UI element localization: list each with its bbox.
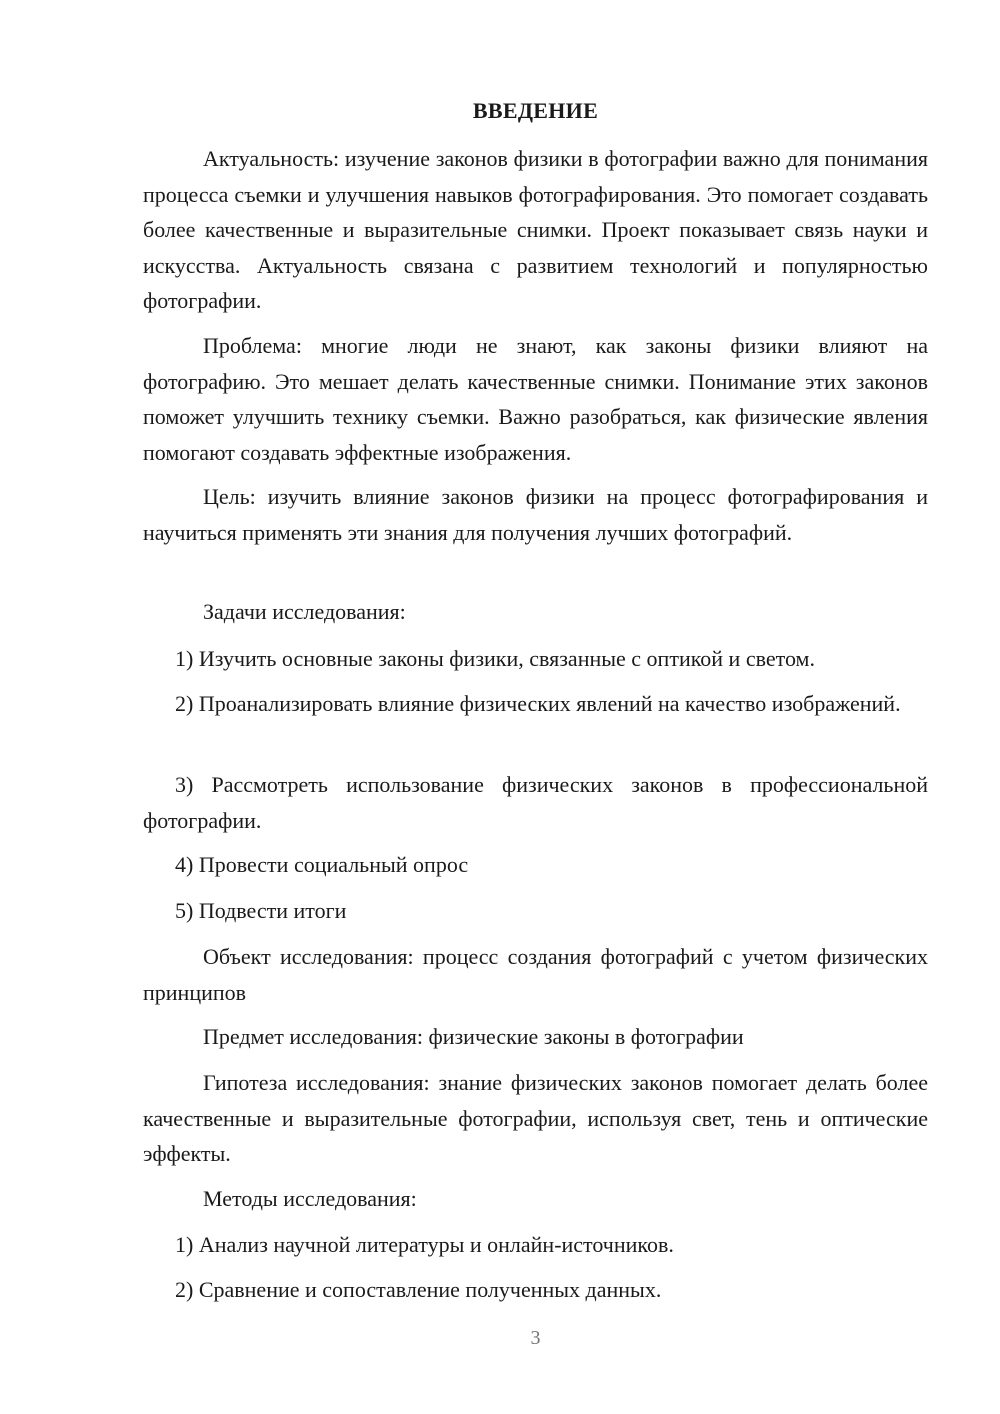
- section-title: ВВЕДЕНИЕ: [472, 98, 599, 123]
- hypothesis-paragraph: Гипотеза исследования: знание физических законов помогает делать более качественные и выразительные фотографии, используя свет, тень и оптические эффекты.: [143, 1070, 928, 1166]
- object-paragraph: Объект исследования: процесс создания фотографий с учетом физических принципов: [143, 944, 928, 1005]
- page-number: 3: [530, 1327, 541, 1349]
- task-item-4: 4) Провести социальный опрос: [175, 852, 469, 877]
- relevance-paragraph: Актуальность: изучение законов физики в фотографии важно для понимания процесса съемки и улучшения навыков фотографирования. Это помогает создавать более качественные и выразительные снимки. Проект показывает связь науки и искусства. Актуальность связана с развитием технологий и популярностью фотографии.: [143, 146, 928, 313]
- task-item-1: 1) Изучить основные законы физики, связанные с оптикой и светом.: [175, 646, 815, 671]
- methods-heading: Методы исследования:: [203, 1186, 417, 1211]
- problem-paragraph: Проблема: многие люди не знают, как законы физики влияют на фотографию. Это мешает делать качественные снимки. Понимание этих законов поможет улучшить технику съемки. Важно разобраться, как физические явления помогают создавать эффектные изображения.: [143, 333, 928, 465]
- subject-paragraph: Предмет исследования: физические законы в фотографии: [203, 1024, 744, 1049]
- task-item-2: 2) Проанализировать влияние физических явлений на качество изображений.: [175, 691, 901, 716]
- task-item-3: 3) Рассмотреть использование физических законов в профессиональной фотографии.: [143, 772, 928, 833]
- task-item-5: 5) Подвести итоги: [175, 898, 347, 923]
- method-item-2: 2) Сравнение и сопоставление полученных данных.: [175, 1277, 662, 1302]
- document-page: [143, 0, 928, 1414]
- tasks-heading: Задачи исследования:: [203, 599, 406, 624]
- goal-paragraph: Цель: изучить влияние законов физики на процесс фотографирования и научиться применять эти знания для получения лучших фотографий.: [143, 484, 928, 545]
- method-item-1: 1) Анализ научной литературы и онлайн-источников.: [175, 1232, 674, 1257]
